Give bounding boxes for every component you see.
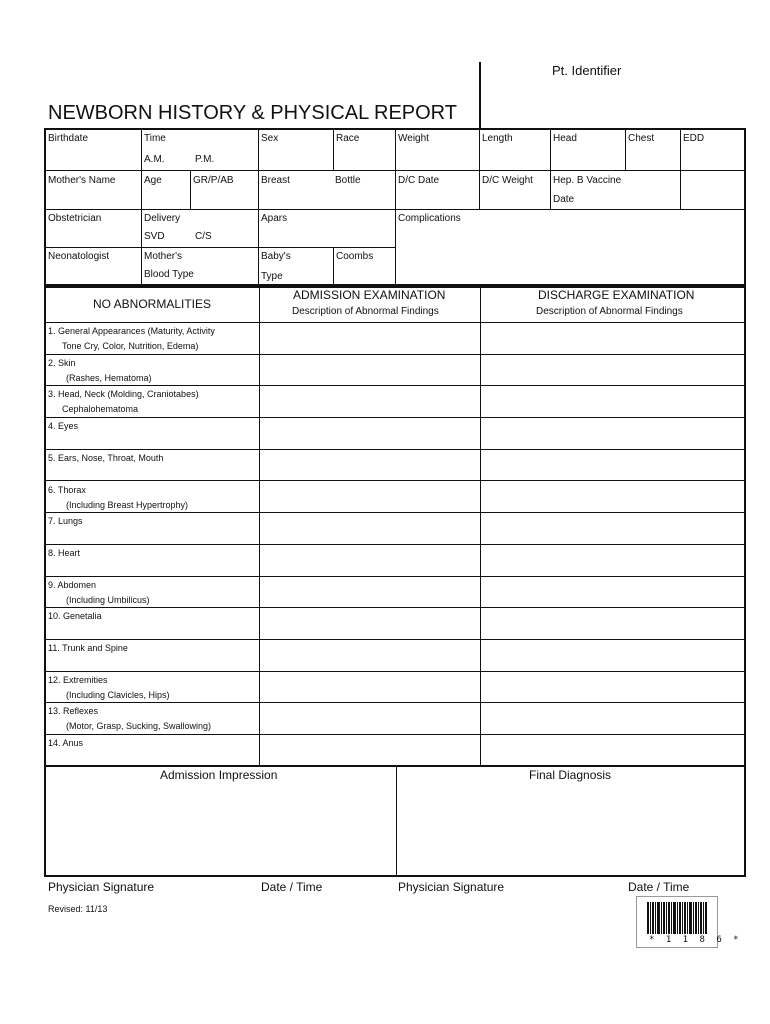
dc-date-cell[interactable]	[396, 171, 480, 210]
weight-cell[interactable]	[396, 130, 480, 171]
pt-identifier-label: Pt. Identifier	[552, 63, 622, 78]
age-cell[interactable]	[142, 171, 191, 210]
apars-label: Apars	[261, 213, 288, 224]
exam-row[interactable]	[46, 450, 746, 482]
admission-exam-subtitle: Description of Abnormal Findings	[292, 306, 439, 317]
page-title: NEWBORN HISTORY & PHYSICAL REPORT	[48, 102, 457, 124]
feeding-cell[interactable]	[259, 171, 396, 210]
date-time-1[interactable]: Date / Time	[261, 880, 323, 894]
hepb-extra-cell[interactable]	[681, 171, 744, 210]
exam-item-label: 7. Lungs	[48, 516, 83, 527]
coombs-label: Coombs	[336, 251, 374, 262]
exam-table	[44, 286, 746, 767]
exam-row[interactable]	[46, 735, 746, 767]
exam-item-sublabel: (Motor, Grasp, Sucking, Swallowing)	[66, 721, 212, 732]
dc-weight-cell[interactable]	[480, 171, 551, 210]
exam-row[interactable]	[46, 386, 746, 418]
head-cell[interactable]	[551, 130, 626, 171]
exam-item-label: 6. Thorax	[48, 484, 86, 495]
pm-label: P.M.	[195, 154, 215, 165]
am-label: A.M.	[144, 154, 165, 165]
info-grid	[44, 128, 746, 286]
exam-item-label: 10. Genetalia	[48, 611, 102, 622]
sex-label: Sex	[261, 133, 279, 144]
exam-item-label: 12. Extremities	[48, 674, 108, 685]
delivery-label: Delivery	[144, 213, 181, 224]
chest-cell[interactable]	[626, 130, 681, 171]
exam-item-label: 11. Trunk and Spine	[48, 643, 128, 653]
type-label: Type	[261, 271, 283, 282]
exam-item-sublabel: (Including Umbilicus)	[66, 594, 150, 605]
exam-row[interactable]	[46, 703, 746, 735]
exam-item-label: 9. Abdomen	[48, 579, 97, 590]
mothers-label: Mother's	[144, 251, 183, 262]
apars-cell[interactable]	[259, 210, 396, 248]
exam-item-label: 13. Reflexes	[48, 706, 99, 717]
exam-item-label: 1. General Appearances (Maturity, Activity	[48, 326, 215, 336]
bottle-label: Bottle	[335, 175, 361, 186]
mothers-blood-cell[interactable]	[142, 248, 259, 286]
impression-divider	[396, 767, 397, 875]
svd-label: SVD	[144, 231, 165, 242]
barcode-bars	[637, 900, 717, 936]
final-diagnosis-label: Final Diagnosis	[529, 768, 612, 782]
physician-signature-1[interactable]: Physician Signature	[48, 880, 155, 894]
admission-exam-title: ADMISSION EXAMINATION	[293, 288, 446, 302]
physician-signature-2[interactable]: Physician Signature	[398, 880, 505, 894]
edd-cell[interactable]	[681, 130, 744, 171]
head-label: Head	[553, 133, 577, 144]
exam-row[interactable]	[46, 482, 746, 514]
exam-item-label: 2. Skin	[48, 357, 76, 368]
birthdate-cell[interactable]	[46, 130, 142, 171]
exam-item-sublabel: (Rashes, Hematoma)	[66, 372, 152, 383]
discharge-exam-subtitle: Description of Abnormal Findings	[536, 306, 683, 317]
exam-row[interactable]	[46, 672, 746, 704]
time-cell[interactable]	[142, 130, 259, 171]
exam-item-sublabel: Tone Cry, Color, Nutrition, Edema)	[62, 341, 199, 351]
complications-label: Complications	[398, 213, 461, 224]
revised-label: Revised: 11/13	[48, 904, 108, 914]
time-label: Time	[144, 133, 166, 144]
exam-item-label: 5. Ears, Nose, Throat, Mouth	[48, 452, 164, 463]
coombs-cell[interactable]	[334, 248, 396, 286]
exam-item-label: 4. Eyes	[48, 421, 79, 432]
race-cell[interactable]	[334, 130, 396, 171]
discharge-exam-title: DISCHARGE EXAMINATION	[538, 288, 695, 302]
mothers-name-label: Mother's Name	[48, 175, 116, 186]
barcode-text: * 1 1 8 6 *	[649, 935, 742, 945]
babys-type-cell[interactable]	[259, 248, 334, 286]
length-cell[interactable]	[480, 130, 551, 171]
no-abnormalities-label: NO ABNORMALITIES	[93, 297, 212, 311]
sex-cell[interactable]	[259, 130, 334, 171]
breast-label: Breast	[261, 175, 290, 186]
exam-item-sublabel: Cephalohematoma	[62, 404, 139, 415]
exam-item-label: 3. Head, Neck (Molding, Craniotabes)	[48, 389, 199, 400]
weight-label: Weight	[398, 133, 429, 144]
hepb-cell[interactable]	[551, 171, 681, 210]
neonatologist-cell[interactable]	[46, 248, 142, 286]
mothers-name-cell[interactable]	[46, 171, 142, 210]
hepb-date-label: Date	[553, 194, 575, 205]
edd-label: EDD	[683, 133, 705, 144]
header-divider	[479, 62, 481, 130]
cs-label: C/S	[195, 231, 212, 242]
birthdate-label: Birthdate	[48, 133, 89, 144]
dc-date-label: D/C Date	[398, 175, 440, 186]
length-label: Length	[482, 133, 513, 144]
grpab-cell[interactable]	[191, 171, 259, 210]
date-time-2[interactable]: Date / Time	[628, 880, 690, 894]
exam-item-label: 14. Anus	[48, 738, 84, 749]
exam-row[interactable]	[46, 418, 746, 450]
delivery-cell[interactable]	[142, 210, 259, 248]
admission-impression-label: Admission Impression	[160, 768, 278, 782]
exam-row[interactable]	[46, 545, 746, 577]
chest-label: Chest	[628, 133, 655, 144]
obstetrician-cell[interactable]	[46, 210, 142, 248]
exam-header-row	[46, 288, 746, 323]
dc-weight-label: D/C Weight	[482, 175, 533, 186]
grpab-label: GR/P/AB	[193, 175, 234, 186]
babys-label: Baby's	[261, 251, 291, 262]
obstetrician-label: Obstetrician	[48, 213, 102, 224]
exam-row[interactable]	[46, 513, 746, 545]
exam-row[interactable]	[46, 608, 746, 640]
impression-box	[44, 765, 746, 877]
exam-row[interactable]	[46, 577, 746, 609]
exam-item-sublabel: (Including Clavicles, Hips)	[66, 689, 170, 700]
race-label: Race	[336, 133, 360, 144]
neonatologist-label: Neonatologist	[48, 251, 110, 262]
barcode	[636, 896, 742, 948]
exam-row[interactable]	[46, 323, 746, 355]
exam-item-sublabel: (Including Breast Hypertrophy)	[66, 499, 189, 510]
exam-row[interactable]	[46, 355, 746, 387]
hepb-label: Hep. B Vaccine	[553, 175, 622, 186]
complications-cell[interactable]	[396, 210, 744, 286]
exam-item-label: 8. Heart	[48, 547, 81, 558]
age-label: Age	[144, 175, 162, 186]
blood-type-label: Blood Type	[144, 269, 194, 280]
exam-row[interactable]	[46, 640, 746, 672]
